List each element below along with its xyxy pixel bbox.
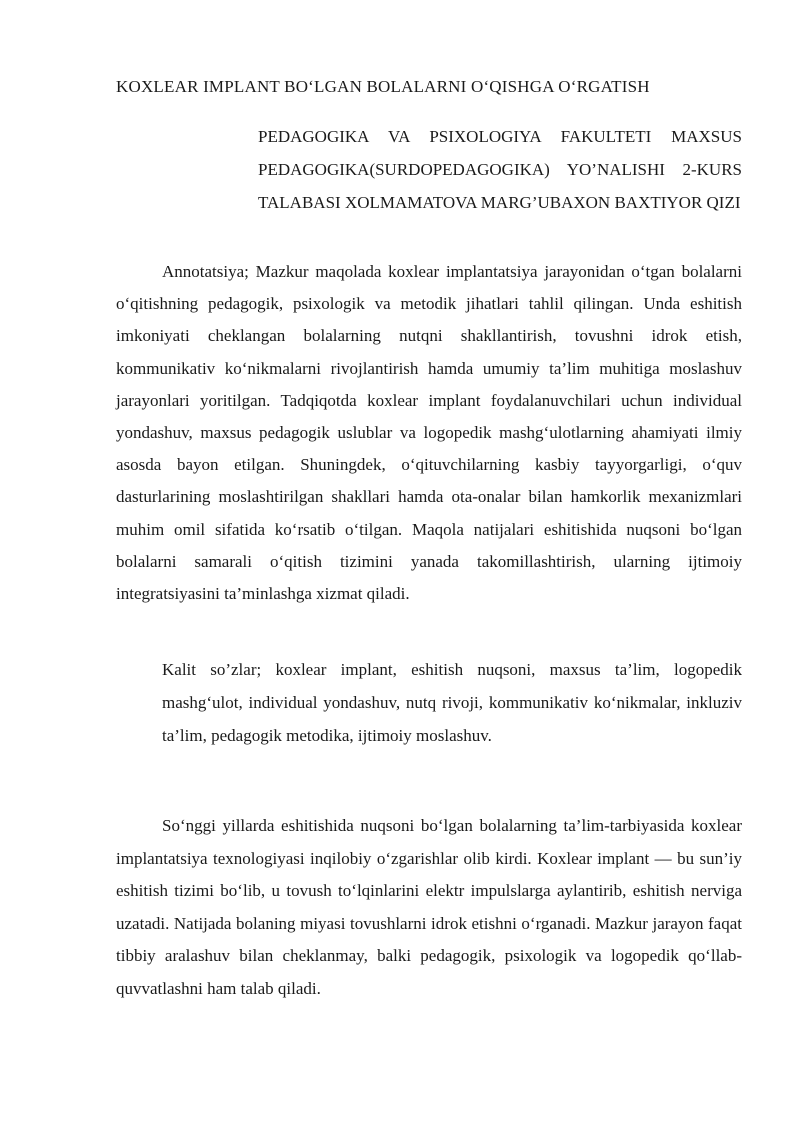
- author-block: PEDAGOGIKA VA PSIXOLOGIYA FAKULTETI MAXSUS PEDAGOGIKA(SURDOPEDAGOGIKA) YO’NALISHI 2-KURS TALABASI XOLMAMATOVA MARG’UBAXON BAXTIYOR QIZI: [258, 127, 742, 212]
- document-title: KOXLEAR IMPLANT BO‘LGAN BOLALARNI O‘QISHGA O‘RGATISH: [116, 77, 650, 96]
- abstract-paragraph: Annotatsiya; Mazkur maqolada koxlear implantatsiya jarayonidan o‘tgan bolalarni o‘qitishning pedagogik, psixologik va metodik jihatlari tahlil qilingan. Unda eshitish imkoniyati cheklangan bolalarning nutqni shakllantirish, tovushni idrok etish, kommunikativ ko‘nikmalarni rivojlantirish hamda umumiy ta’lim muhitiga moslashuv jarayonlari yoritilgan. Tadqiqotda koxlear implant foydalanuvchilari uchun individual yondashuv, maxsus pedagogik uslublar va logopedik mashg‘ulotlarning ahamiyati ilmiy asosda bayon etilgan. Shuningdek, o‘qituvchilarning kasbiy tayyorgarligi, o‘quv dasturlarining moslashtirilgan shakllari hamda ota-onalar bilan hamkorlik mexanizmlari muhim omil sifatida ko‘rsatib o‘tilgan. Maqola natijalari eshitishida nuqsoni bo‘lgan bolalarni samarali o‘qitish tizimini yanada takomillashtirish, ularning ijtimoiy integratsiyasini ta’minlashga xizmat qiladi.: [116, 262, 742, 604]
- keywords-paragraph: Kalit so’zlar; koxlear implant, eshitish nuqsoni, maxsus ta’lim, logopedik mashg‘ulot, individual yondashuv, nutq rivoji, kommunikativ ko‘nikmalar, inkluziv ta’lim, pedagogik metodika, ijtimoiy moslashuv.: [162, 660, 742, 745]
- body-paragraph: So‘nggi yillarda eshitishida nuqsoni bo‘lgan bolalarning ta’lim-tarbiyasida koxlear implantatsiya texnologiyasi inqilobiy o‘zgarishlar olib kirdi. Koxlear implant — bu sun’iy eshitish tizimi bo‘lib, u tovush to‘lqinlarini elektr impulslarga aylantirib, eshitish nerviga uzatadi. Natijada bolaning miyasi tovushlarni idrok etishni o‘rganadi. Mazkur jarayon faqat tibbiy aralashuv bilan cheklanmay, balki pedagogik, psixologik va logopedik qo‘llab-quvvatlashni ham talab qiladi.: [116, 816, 742, 998]
